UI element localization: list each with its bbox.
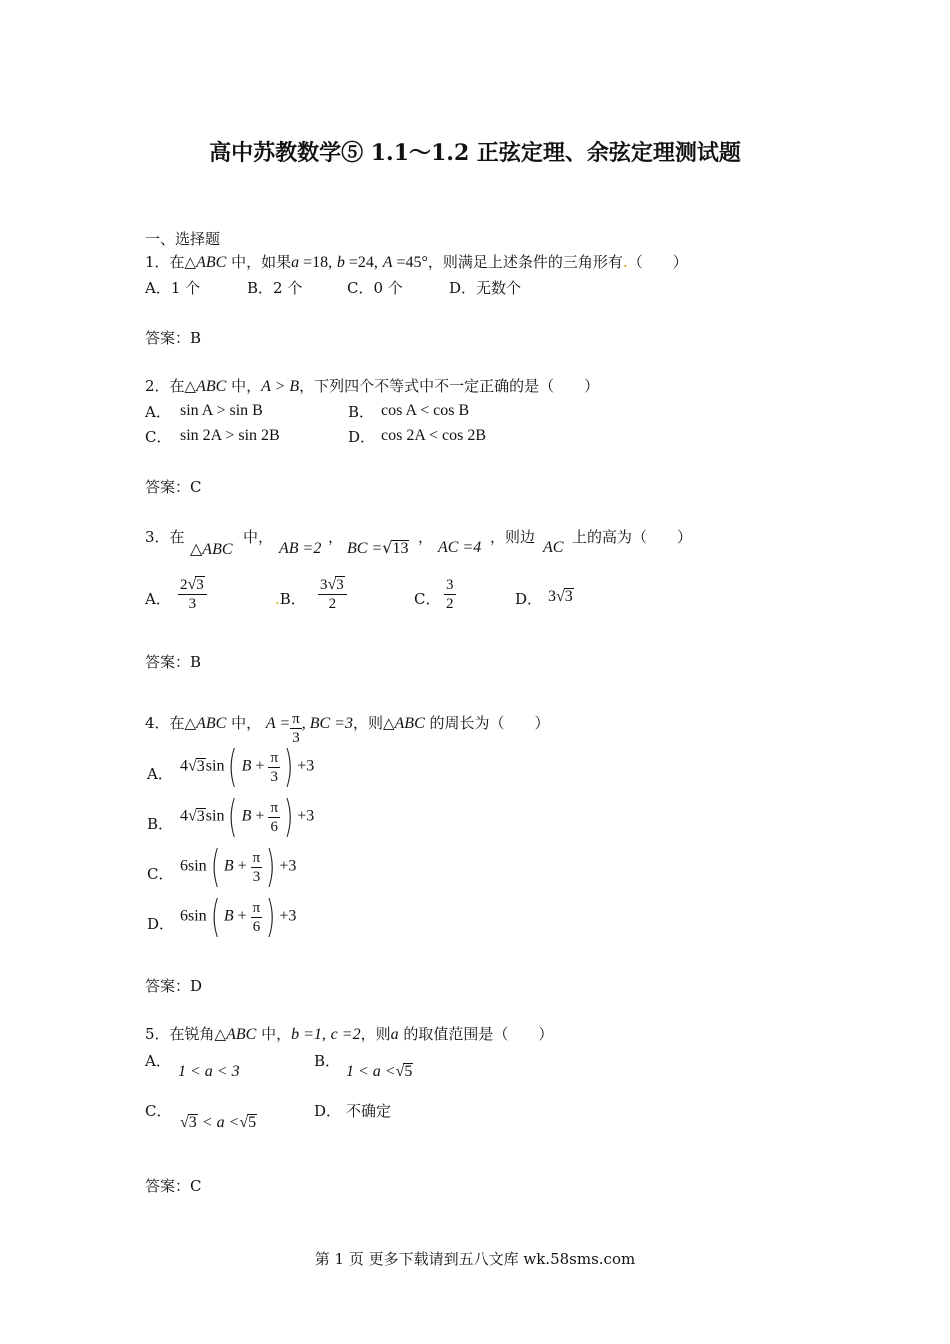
q3-triangle: △ABC <box>190 541 233 558</box>
q3-ab: AB =2 <box>279 540 322 557</box>
q3-label-c: C． <box>414 590 441 608</box>
page-title: 高中苏教数学⑤ 1.1～1.2 正弦定理、余弦定理测试题 <box>209 140 741 166</box>
q4-label-b: B． <box>147 815 174 833</box>
q2-label-a: A． <box>145 403 171 421</box>
q2-answer: 答案：C <box>145 478 202 496</box>
q2-suffix: ，下列四个不等式中不一定正确的是（ ） <box>299 377 600 395</box>
q3-option-d: 3√3 <box>548 588 573 605</box>
q4-answer: 答案：D <box>145 977 203 995</box>
q1-option-b: B．2 个 <box>247 279 303 297</box>
q2-label-d: D． <box>348 428 376 446</box>
q2-label-c: C． <box>145 428 172 446</box>
question-4: 4．在△ABC 中， A = $\frac{\pi}{3}$ , BC =3，则△ABC 的周长为（ ） <box>145 711 550 746</box>
q5-answer: 答案：C <box>145 1177 202 1195</box>
q5-label-c: C． <box>145 1102 172 1120</box>
q2-option-d: cos 2A < cos 2B <box>381 427 487 444</box>
q1-answer: 答案：B <box>145 329 202 347</box>
q3-bc: BC =√13 <box>347 538 409 557</box>
section-heading: 一、选择题 <box>145 230 221 248</box>
q1-a: a <box>291 254 300 271</box>
question-1: 1．在△ABC 中，如果a =18, b =24, A =45°，则满足上述条件的三角形有.（ ） <box>145 253 688 271</box>
q3-comma1: ， <box>328 528 344 546</box>
q1-a-val: =18, <box>299 254 333 271</box>
q5-label-d: D． <box>314 1102 342 1120</box>
q3-suffix2: 上的高为（ ） <box>572 528 693 546</box>
q1-prefix: 1．在△ <box>145 253 197 271</box>
q2-option-b: cos A < cos B <box>381 402 470 419</box>
q5-label-b: B． <box>314 1052 341 1070</box>
q5-option-a: 1 < a < 3 <box>178 1063 240 1080</box>
q5-option-c: √3 < a <√5 <box>180 1114 257 1131</box>
q4-option-a: 4√3sin( B + $\frac{\pi}{3}$ ) +3 <box>180 741 315 792</box>
q3-option-c: $\frac{3}{2}$ <box>446 577 454 612</box>
q4-label-c: C． <box>147 865 174 883</box>
q4-option-d: 6sin( B + $\frac{\pi}{6}$ ) +3 <box>180 891 297 942</box>
question-2 <box>145 375 599 396</box>
q4-option-c: 6sin( B + $\frac{\pi}{3}$ ) +3 <box>180 841 297 892</box>
q1-option-a: A．1 个 <box>145 279 201 297</box>
q1-triangle: ABC <box>196 254 227 271</box>
q1-option-c: C．0 个 <box>347 279 403 297</box>
q1-mid: 中，如果 <box>226 253 292 271</box>
q3-label-a: A． <box>145 590 171 608</box>
q2-prefix: 2．在△ <box>145 377 197 395</box>
q4-option-b: 4√3sin( B + $\frac{\pi}{6}$ ) +3 <box>180 791 315 842</box>
q1-paren: （ ） <box>627 253 688 271</box>
q3-suffix1: ，则边 <box>490 528 536 546</box>
q1-A-val: =45° <box>392 254 428 271</box>
q5-label-a: A． <box>145 1052 171 1070</box>
q1-A: A <box>382 254 393 271</box>
q3-ac2: AC <box>543 539 564 556</box>
q5-option-d: 不确定 <box>346 1102 392 1120</box>
q3-label-b: .B． <box>275 590 306 608</box>
q2-option-c: sin 2A > sin 2B <box>180 427 280 444</box>
q5-option-b: 1 < a <√5 <box>346 1063 413 1080</box>
question-5: 5．在锐角△ABC 中，b =1, c =2，则a 的取值范围是（ ） <box>145 1025 554 1043</box>
q1-b: b <box>336 254 345 271</box>
q2-cond: A > B <box>261 378 300 395</box>
q1-suffix: ，则满足上述条件的三角形有 <box>427 253 623 271</box>
q1-b-val: =24, <box>344 254 378 271</box>
q1-option-d: D．无数个 <box>449 279 522 297</box>
q3-option-a: $\frac{2√3}{3}$ <box>178 576 207 613</box>
q2-option-a: sin A > sin B <box>180 402 263 419</box>
q3-answer: 答案：B <box>145 653 202 671</box>
q3-prefix: 3．在 <box>145 528 185 546</box>
q3-comma2: ， <box>418 528 434 546</box>
q3-mid: 中， <box>243 528 274 546</box>
page-footer: 第 1 页 更多下载请到五八文库 wk.58sms.com <box>314 1250 636 1268</box>
q3-label-d: D． <box>515 590 543 608</box>
q4-label-d: D． <box>147 915 175 933</box>
q3-option-b: $\frac{3√3}{2}$ <box>318 576 347 613</box>
q4-label-a: A． <box>147 765 173 783</box>
q2-label-b: B． <box>348 403 375 421</box>
q3-ac: AC =4 <box>438 539 482 556</box>
q2-triangle: ABC <box>196 378 227 395</box>
q2-mid: 中， <box>226 377 262 395</box>
